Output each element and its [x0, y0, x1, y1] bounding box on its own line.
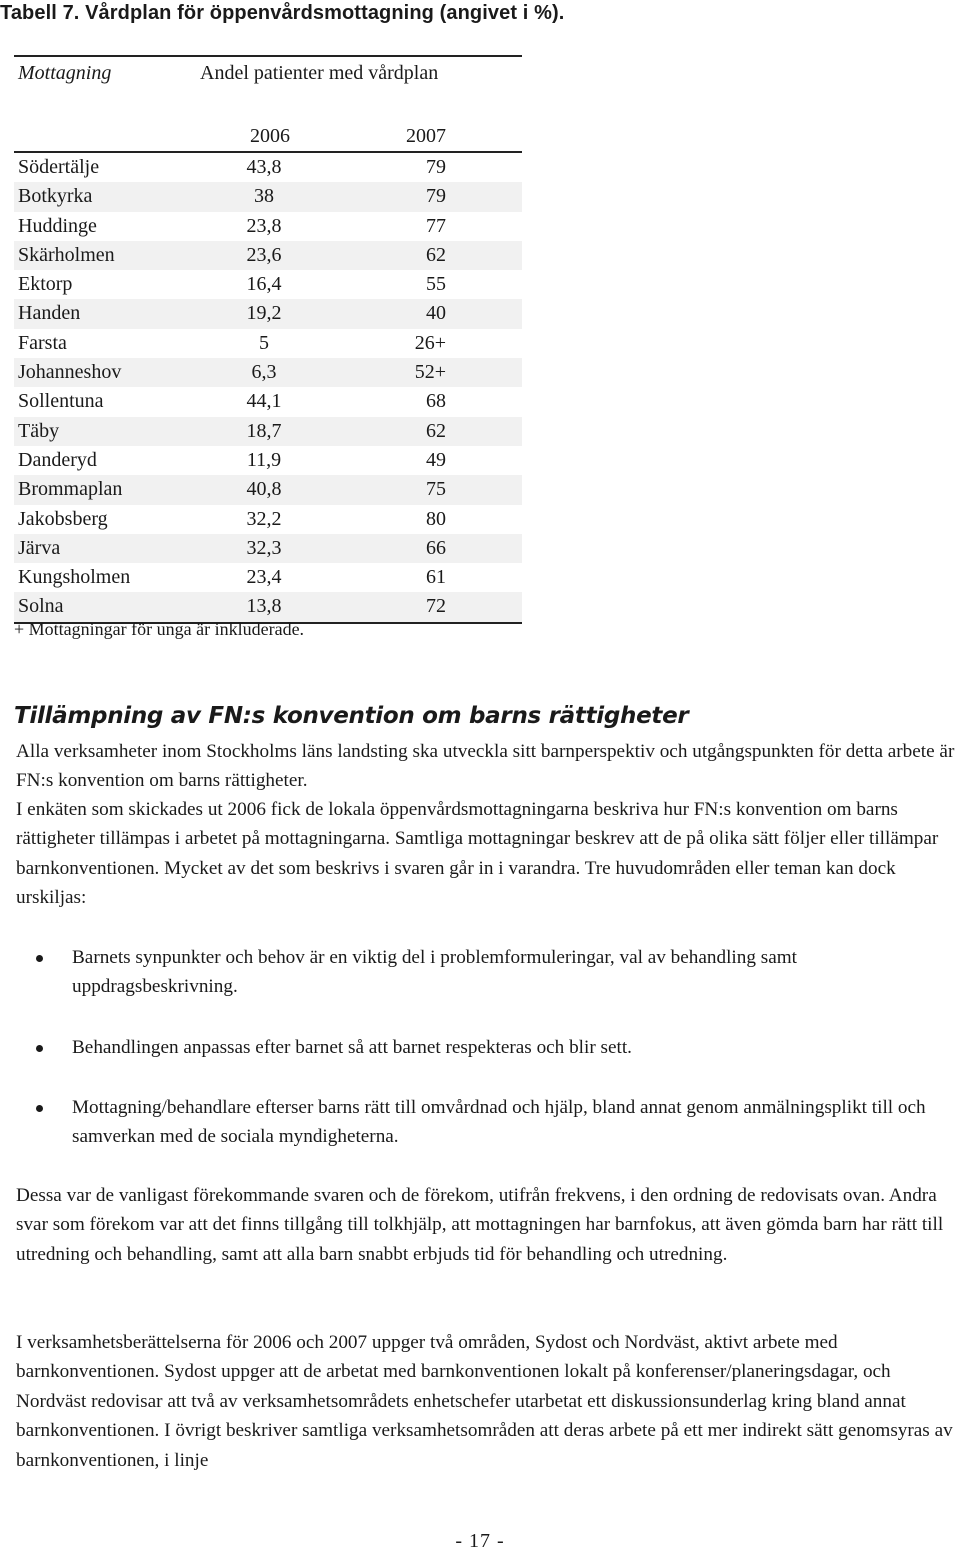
- cell-mottagning: Johanneshov: [18, 361, 122, 384]
- table-row: [14, 534, 522, 563]
- cell-2007: 75: [426, 478, 446, 501]
- cell-2006: 32,2: [246, 507, 282, 530]
- cell-2006: 32,3: [246, 536, 282, 559]
- cell-mottagning: Täby: [18, 419, 60, 442]
- cell-2006: 23,4: [246, 566, 282, 589]
- cell-2006: 6,3: [251, 361, 277, 384]
- cell-2006: 13,8: [246, 595, 282, 618]
- table-header-row: [14, 57, 522, 92]
- cell-2006: 11,9: [246, 448, 282, 471]
- cell-2007: 80: [426, 507, 446, 530]
- table-row: [14, 387, 522, 416]
- table-row: [14, 299, 522, 328]
- table-row: [14, 153, 522, 182]
- bullet-dot-icon: [36, 1045, 43, 1052]
- table-caption: Tabell 7. Vårdplan för öppenvårdsmottagning (angivet i %).: [0, 2, 565, 24]
- table-row: [14, 475, 522, 504]
- cell-2007: 52+: [414, 361, 446, 384]
- years-row: [14, 122, 522, 153]
- table-row: [14, 592, 522, 621]
- cell-2006: 18,7: [246, 419, 282, 442]
- cell-2007: 66: [426, 536, 446, 559]
- cell-mottagning: Danderyd: [18, 448, 97, 471]
- cell-2006: 5: [259, 331, 269, 354]
- cell-2007: 26+: [414, 331, 446, 354]
- cell-2007: 79: [426, 185, 446, 208]
- cell-2006: 44,1: [246, 390, 282, 413]
- table-row: [14, 358, 522, 387]
- column-header-mottagning: Mottagning: [18, 62, 112, 84]
- paragraph-answers: Dessa var de vanligast förekommande svaren och de förekom, utifrån frekvens, i den ordning de redovisats ovan. Andra svar som förekom var att det finns tillgång till tolkhjälp, att mottagningen har barnfokus, att även gömda barn har rätt till utredning och behandling, samt att alla barn snabbt erbjuds tid för behandling och utredning.: [16, 1185, 944, 1265]
- cell-2007: 49: [426, 448, 446, 471]
- year-2007-header: 2007: [406, 125, 446, 147]
- table-footnote: + Mottagningar för unga är inkluderade.: [14, 619, 305, 639]
- cell-mottagning: Järva: [18, 536, 61, 559]
- cell-2007: 72: [426, 595, 446, 618]
- cell-mottagning: Handen: [18, 302, 81, 325]
- column-header-andel: Andel patienter med vårdplan: [200, 62, 439, 84]
- bullet-text: Barnets synpunkter och behov är en viktig del i problemformuleringar, val av behandling samt uppdragsbeskrivning.: [72, 947, 797, 998]
- cell-mottagning: Farsta: [18, 331, 67, 354]
- cell-mottagning: Huddinge: [18, 214, 97, 237]
- cell-2006: 40,8: [246, 478, 282, 501]
- cell-2007: 68: [426, 390, 446, 413]
- table-row: [14, 241, 522, 270]
- cell-2006: 38: [254, 185, 274, 208]
- bullet-text: Mottagning/behandlare efterser barns rätt till omvårdnad och hjälp, bland annat genom anmälningsplikt till och samverkan med de sociala myndigheterna.: [72, 1097, 926, 1148]
- care-plan-table: [14, 55, 522, 624]
- cell-2007: 79: [426, 156, 446, 178]
- table-row: [14, 270, 522, 299]
- year-2006-header: 2006: [250, 125, 290, 147]
- table-row: [14, 563, 522, 592]
- section-heading: Tillämpning av FN:s konvention om barns rättigheter: [14, 703, 689, 729]
- cell-2007: 77: [426, 214, 446, 237]
- cell-2007: 62: [426, 243, 446, 266]
- cell-2006: 43,8: [246, 156, 282, 178]
- bullet-dot-icon: [36, 955, 43, 962]
- cell-mottagning: Södertälje: [18, 156, 100, 178]
- cell-2006: 19,2: [246, 302, 282, 325]
- table-body: [14, 153, 522, 622]
- paragraph-reports: I verksamhetsberättelserna för 2006 och 2007 uppger två områden, Sydost och Nordväst, aktivt arbete med barnkonventionen. Sydost uppger att de arbetat med barnkonventionen lokalt på konferenser/planeringsdagar, och Nordväst redovisar att två av verksamhetsområdets enhetschefer utarbetat ett diskussionsunderlag kring bland annat barnkonventionen. I övrigt beskriver samtliga verksamhetsområden att deras arbete på ett mer indirekt sätt genomsyras av barnkonventionen, i linje: [16, 1332, 953, 1471]
- cell-mottagning: Brommaplan: [18, 478, 123, 501]
- cell-2006: 23,8: [246, 214, 282, 237]
- cell-2007: 61: [426, 566, 446, 589]
- cell-2006: 23,6: [246, 243, 282, 266]
- cell-mottagning: Botkyrka: [18, 185, 93, 208]
- table-row: [14, 446, 522, 475]
- cell-2007: 62: [426, 419, 446, 442]
- page-number: - 17 -: [455, 1530, 505, 1552]
- bullet-dot-icon: [36, 1105, 43, 1112]
- cell-2007: 40: [426, 302, 446, 325]
- table-row: [14, 505, 522, 534]
- cell-mottagning: Kungsholmen: [18, 566, 131, 589]
- paragraph-intro: Alla verksamheter inom Stockholms läns landsting ska utveckla sitt barnperspektiv och utgångspunkten för detta arbete är FN:s konvention om barns rättigheter.: [16, 741, 955, 792]
- cell-mottagning: Sollentuna: [18, 390, 104, 413]
- cell-mottagning: Skärholmen: [18, 243, 115, 266]
- cell-2007: 55: [426, 273, 446, 296]
- paragraph-survey: I enkäten som skickades ut 2006 fick de lokala öppenvårdsmottagningarna beskriva hur FN:s konvention om barns rättigheter tillämpas i arbetet på mottagningarna. Samtliga mottagningar beskrev att de på olika sätt följer eller tillämpar barnkonventionen. Mycket av det som beskrivs i svaren går in i varandra. Tre huvudområden eller teman kan dock urskiljas:: [16, 799, 939, 909]
- cell-mottagning: Solna: [18, 595, 64, 618]
- cell-mottagning: Jakobsberg: [18, 507, 108, 530]
- table-row: [14, 182, 522, 211]
- cell-mottagning: Ektorp: [18, 273, 73, 296]
- table-row: [14, 212, 522, 241]
- table-row: [14, 417, 522, 446]
- cell-2006: 16,4: [246, 273, 282, 296]
- bullet-text: Behandlingen anpassas efter barnet så att barnet respekteras och blir sett.: [72, 1037, 632, 1058]
- table-row: [14, 329, 522, 358]
- header-spacer: [14, 92, 522, 122]
